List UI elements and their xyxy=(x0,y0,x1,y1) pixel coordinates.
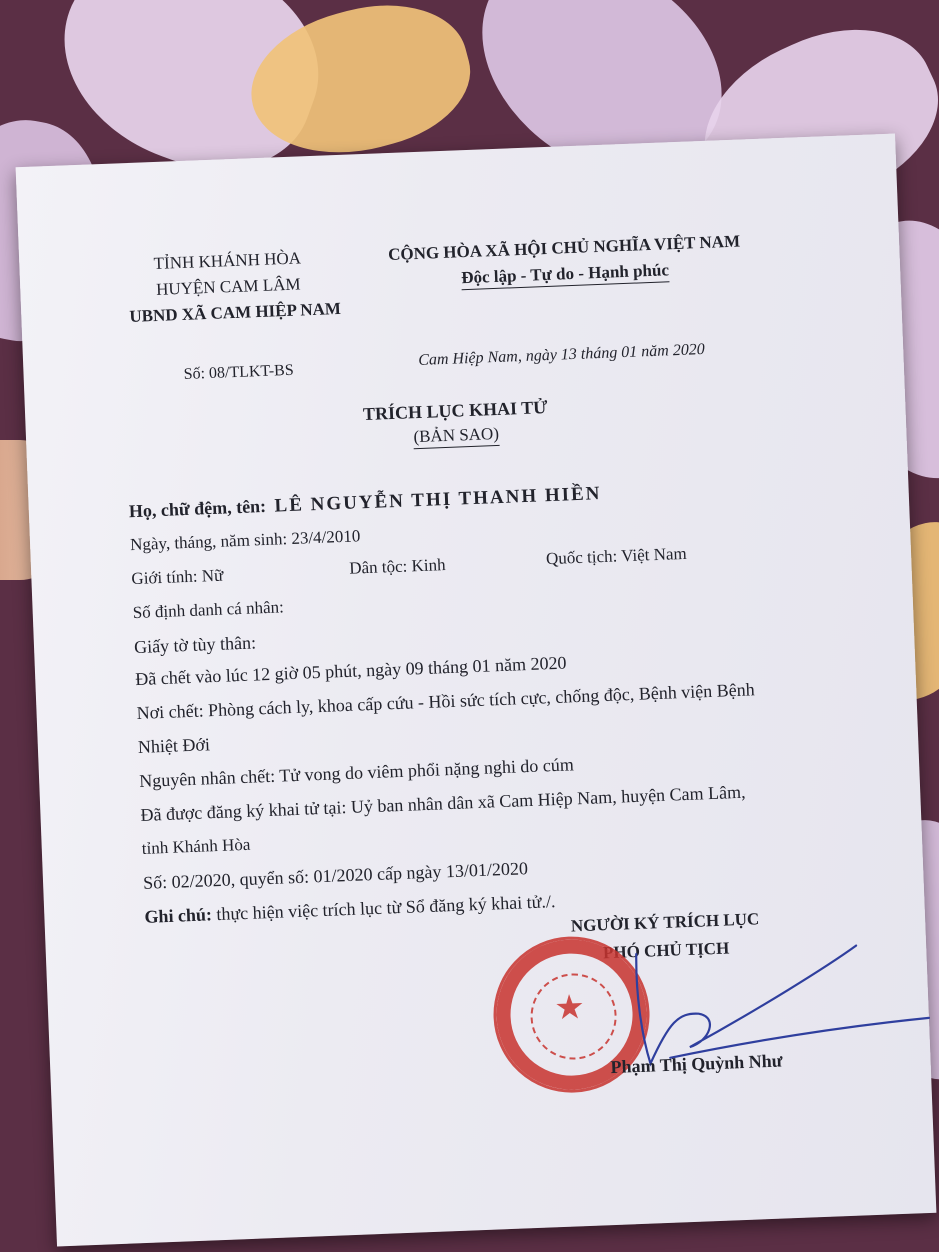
death-certificate-document xyxy=(16,134,937,1247)
province-label: TỈNH KHÁNH HÒA xyxy=(153,248,302,274)
signer-position: PHÓ CHỦ TỊCH xyxy=(602,938,730,963)
header-right xyxy=(364,231,765,292)
document-number: Số: 08/TLKT-BS xyxy=(183,361,295,383)
header-left xyxy=(127,247,342,327)
star-emblem-icon: ★ xyxy=(553,989,586,1028)
id-papers: Giấy tờ tùy thân: xyxy=(133,632,257,658)
signer-role: NGƯỜI KÝ TRÍCH LỤC xyxy=(570,909,760,936)
nation-title: CỘNG HÒA XÃ HỘI CHỦ NGHĨA VIỆT NAM xyxy=(387,231,741,265)
gender: Giới tính: Nữ xyxy=(131,565,224,589)
registration-number: Số: 02/2020, quyển số: 01/2020 cấp ngày 13/01/2020 xyxy=(142,858,529,893)
document-subtitle: (BẢN SAO) xyxy=(413,424,499,449)
document-title-block xyxy=(325,396,587,451)
date-of-birth: Ngày, tháng, năm sinh: 23/4/2010 xyxy=(129,526,361,555)
death-place-line-1: Nơi chết: Phòng cách ly, khoa cấp cứu - Hồi sức tích cực, chống độc, Bệnh viện Bệnh xyxy=(136,679,756,724)
name-value: LÊ NGUYỄN THỊ THANH HIỀN xyxy=(274,483,602,517)
place-and-date: Cam Hiệp Nam, ngày 13 tháng 01 năm 2020 xyxy=(417,340,706,369)
note-label: Ghi chú: xyxy=(144,904,213,927)
death-time: Đã chết vào lúc 12 giờ 05 phút, ngày 09 tháng 01 năm 2020 xyxy=(134,652,567,690)
registration-place-line-1: Đã được đăng ký khai tử tại: Uỷ ban nhân dân xã Cam Hiệp Nam, huyện Cam Lâm, xyxy=(140,781,746,825)
full-name-row xyxy=(128,483,601,523)
name-label: Họ, chữ đệm, tên: xyxy=(128,495,267,522)
signer-name: Phạm Thị Quỳnh Như xyxy=(610,1050,783,1078)
commune-label: UBND XÃ CAM HIỆP NAM xyxy=(129,298,342,327)
personal-id: Số định danh cá nhân: xyxy=(132,597,285,623)
registration-place-line-2: tỉnh Khánh Hòa xyxy=(141,834,251,858)
district-label: HUYỆN CAM LÂM xyxy=(155,274,301,299)
note-value: thực hiện việc trích lục từ Sổ đăng ký khai tử./. xyxy=(216,891,556,925)
death-place-line-2: Nhiệt Đới xyxy=(137,734,211,758)
nationality: Quốc tịch: Việt Nam xyxy=(545,543,688,569)
ethnicity: Dân tộc: Kinh xyxy=(348,555,446,578)
document-title: TRÍCH LỤC KHAI TỬ xyxy=(362,397,548,425)
cause-of-death: Nguyên nhân chết: Tử vong do viêm phổi nặng nghi do cúm xyxy=(138,754,575,791)
note-row xyxy=(144,891,556,928)
national-motto: Độc lập - Tự do - Hạnh phúc xyxy=(461,260,670,290)
